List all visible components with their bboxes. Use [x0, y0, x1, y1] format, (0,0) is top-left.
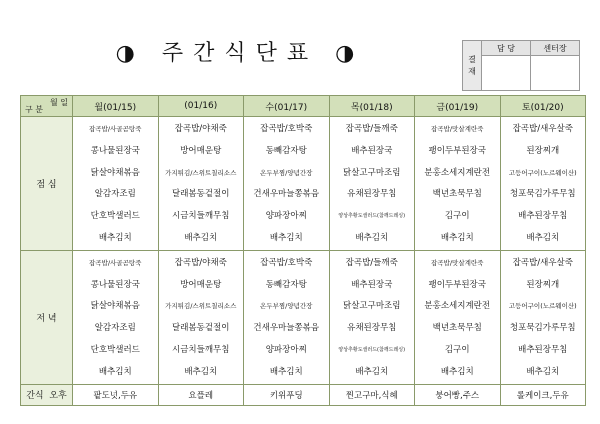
- menu-item: 팽이두부된장국: [428, 145, 486, 156]
- menu-item: 콩나물된장국: [90, 145, 140, 156]
- menu-item: 동빼감자탕: [265, 145, 307, 156]
- page-title: ◑ 주간식단표 ◑: [115, 41, 365, 66]
- menu-item: 단호박샐러드: [90, 344, 140, 355]
- menu-item: 달래봄동겉절이: [172, 189, 230, 200]
- menu-item: 양상추황도샐러드(참깨드레싱): [338, 346, 406, 353]
- menu-item: 청포묵김가루무침: [509, 189, 576, 200]
- menu-item: 건새우마늘쫑볶음: [253, 323, 320, 334]
- snack-label: 간식: [26, 391, 44, 402]
- menu-item: 배추된장국: [351, 145, 393, 156]
- lunch-cell: [244, 117, 330, 251]
- menu-item: 배추김치: [98, 232, 132, 243]
- menu-item: 가지튀김/스위트칠리소스: [165, 302, 237, 311]
- menu-item: 배추된장무침: [518, 344, 568, 355]
- menu-item: 잡곡밥/맛살계란죽: [431, 258, 484, 267]
- snack-time-label: 오후: [49, 391, 67, 402]
- menu-item: 닭살고구마조림: [343, 301, 401, 312]
- menu-item: 청포묵김가루무침: [509, 323, 576, 334]
- menu-item: 방어매운탕: [180, 279, 222, 290]
- approval-sign-manager[interactable]: [482, 56, 531, 91]
- menu-item: 알감자조림: [94, 323, 136, 334]
- lunch-cell: [500, 117, 586, 251]
- menu-item: 배추김치: [184, 232, 218, 243]
- menu-item: 분홍소세지계란전: [424, 167, 491, 178]
- menu-item: 유채된장무침: [347, 323, 397, 334]
- dinner-cell: [73, 250, 159, 384]
- menu-item: 배추된장무침: [518, 211, 568, 222]
- corner-date-label: 월 일: [50, 98, 68, 107]
- snack-cell: 키위푸딩: [244, 384, 330, 405]
- dinner-cell: [329, 250, 415, 384]
- menu-item: 된장찌개: [526, 279, 560, 290]
- menu-item: 달래봄동겉절이: [172, 323, 230, 334]
- menu-item: 배추된장국: [351, 279, 393, 290]
- lunch-cell: [329, 117, 415, 251]
- approval-sign-director[interactable]: [531, 56, 580, 91]
- menu-item: 건새우마늘쫑볶음: [253, 189, 320, 200]
- menu-item: 배추김치: [440, 232, 474, 243]
- menu-item: 배추김치: [269, 232, 303, 243]
- approval-header-manager: 담 당: [482, 41, 531, 56]
- menu-item: 백년초묵무침: [432, 189, 482, 200]
- menu-item: 잡곡밥/새우살죽: [512, 257, 573, 268]
- menu-item: 배추김치: [269, 366, 303, 377]
- menu-item: 양상추황도샐러드(참깨드레싱): [338, 213, 406, 220]
- menu-item: 배추김치: [526, 366, 560, 377]
- day-header: 월(01/15): [73, 96, 159, 117]
- menu-item: 고등어구이(노르웨이산): [508, 302, 577, 311]
- menu-item: 배추김치: [526, 232, 560, 243]
- snack-cell: 붕어빵,주스: [415, 384, 501, 405]
- approval-box: [462, 40, 580, 91]
- menu-item: 닭살야채볶음: [90, 167, 140, 178]
- menu-item: 온두부찜/양념간장: [260, 302, 313, 311]
- menu-item: 알감자조림: [94, 189, 136, 200]
- day-header: (01/16): [158, 96, 244, 117]
- menu-item: 잡곡밥/사골곰탕죽: [89, 125, 142, 133]
- menu-item: 배추김치: [98, 366, 132, 377]
- menu-item: 백년초묵무침: [432, 323, 482, 334]
- menu-item: 닭살고구마조림: [343, 167, 401, 178]
- menu-item: 닭살야채볶음: [90, 301, 140, 312]
- menu-item: 된장찌개: [526, 145, 560, 156]
- corner-category-label: 구 분: [25, 105, 43, 114]
- menu-item: 잡곡밥/호박죽: [260, 257, 313, 268]
- snack-row-label: [21, 384, 73, 405]
- menu-item: 배추김치: [355, 366, 389, 377]
- menu-item: 잡곡밥/들깨죽: [345, 124, 398, 134]
- menu-item: 단호박샐러드: [90, 211, 140, 222]
- lunch-cell: [158, 117, 244, 251]
- menu-item: 배추김치: [184, 366, 218, 377]
- menu-item: 잡곡밥/들깨죽: [345, 257, 398, 268]
- menu-item: 동빼감자탕: [265, 279, 307, 290]
- day-header: 토(01/20): [500, 96, 586, 117]
- menu-item: 잡곡밥/야채죽: [174, 124, 227, 134]
- menu-item: 잡곡밥/사골곰탕죽: [89, 258, 142, 267]
- weekly-menu-table: [20, 95, 586, 406]
- dinner-cell: [415, 250, 501, 384]
- menu-item: 시금치들깨무침: [172, 211, 230, 222]
- menu-item: 잡곡밥/새우살죽: [512, 124, 573, 134]
- dinner-cell: [158, 250, 244, 384]
- menu-item: 김구이: [444, 211, 470, 222]
- menu-item: 분홍소세지계란전: [424, 301, 491, 312]
- menu-item: 가지튀김/스위트칠리소스: [165, 168, 237, 177]
- menu-item: 김구이: [444, 344, 470, 355]
- lunch-cell: [73, 117, 159, 251]
- approval-header-director: 센터장: [531, 41, 580, 56]
- corner-header: [21, 96, 73, 117]
- day-header: 목(01/18): [329, 96, 415, 117]
- day-header: 금(01/19): [415, 96, 501, 117]
- menu-item: 양파장아찌: [265, 211, 307, 222]
- menu-item: 방어매운탕: [180, 145, 222, 156]
- dinner-cell: [244, 250, 330, 384]
- snack-cell: 롤케이크,두유: [500, 384, 586, 405]
- snack-cell: 요플레: [158, 384, 244, 405]
- lunch-row-label: 점 심: [21, 117, 73, 251]
- menu-item: 잡곡밥/야채죽: [174, 257, 227, 268]
- lunch-cell: [415, 117, 501, 251]
- menu-item: 배추김치: [440, 366, 474, 377]
- dinner-cell: [500, 250, 586, 384]
- menu-item: 시금치들깨무침: [172, 344, 230, 355]
- menu-item: 양파장아찌: [265, 344, 307, 355]
- menu-item: 잡곡밥/호박죽: [260, 124, 313, 134]
- menu-item: 콩나물된장국: [90, 279, 140, 290]
- menu-item: 팽이두부된장국: [428, 279, 486, 290]
- dinner-row-label: 저 녁: [21, 250, 73, 384]
- day-header: 수(01/17): [244, 96, 330, 117]
- menu-item: 온두부찜/양념간장: [260, 168, 313, 177]
- menu-item: 잡곡밥/맛살계란죽: [431, 125, 484, 133]
- snack-cell: 팥도넛,두유: [73, 384, 159, 405]
- approval-side-label: 결재: [463, 41, 482, 91]
- menu-item: 고등어구이(노르웨이산): [508, 168, 577, 177]
- snack-cell: 찐고구마,식혜: [329, 384, 415, 405]
- menu-item: 유채된장무침: [347, 189, 397, 200]
- menu-item: 배추김치: [355, 232, 389, 243]
